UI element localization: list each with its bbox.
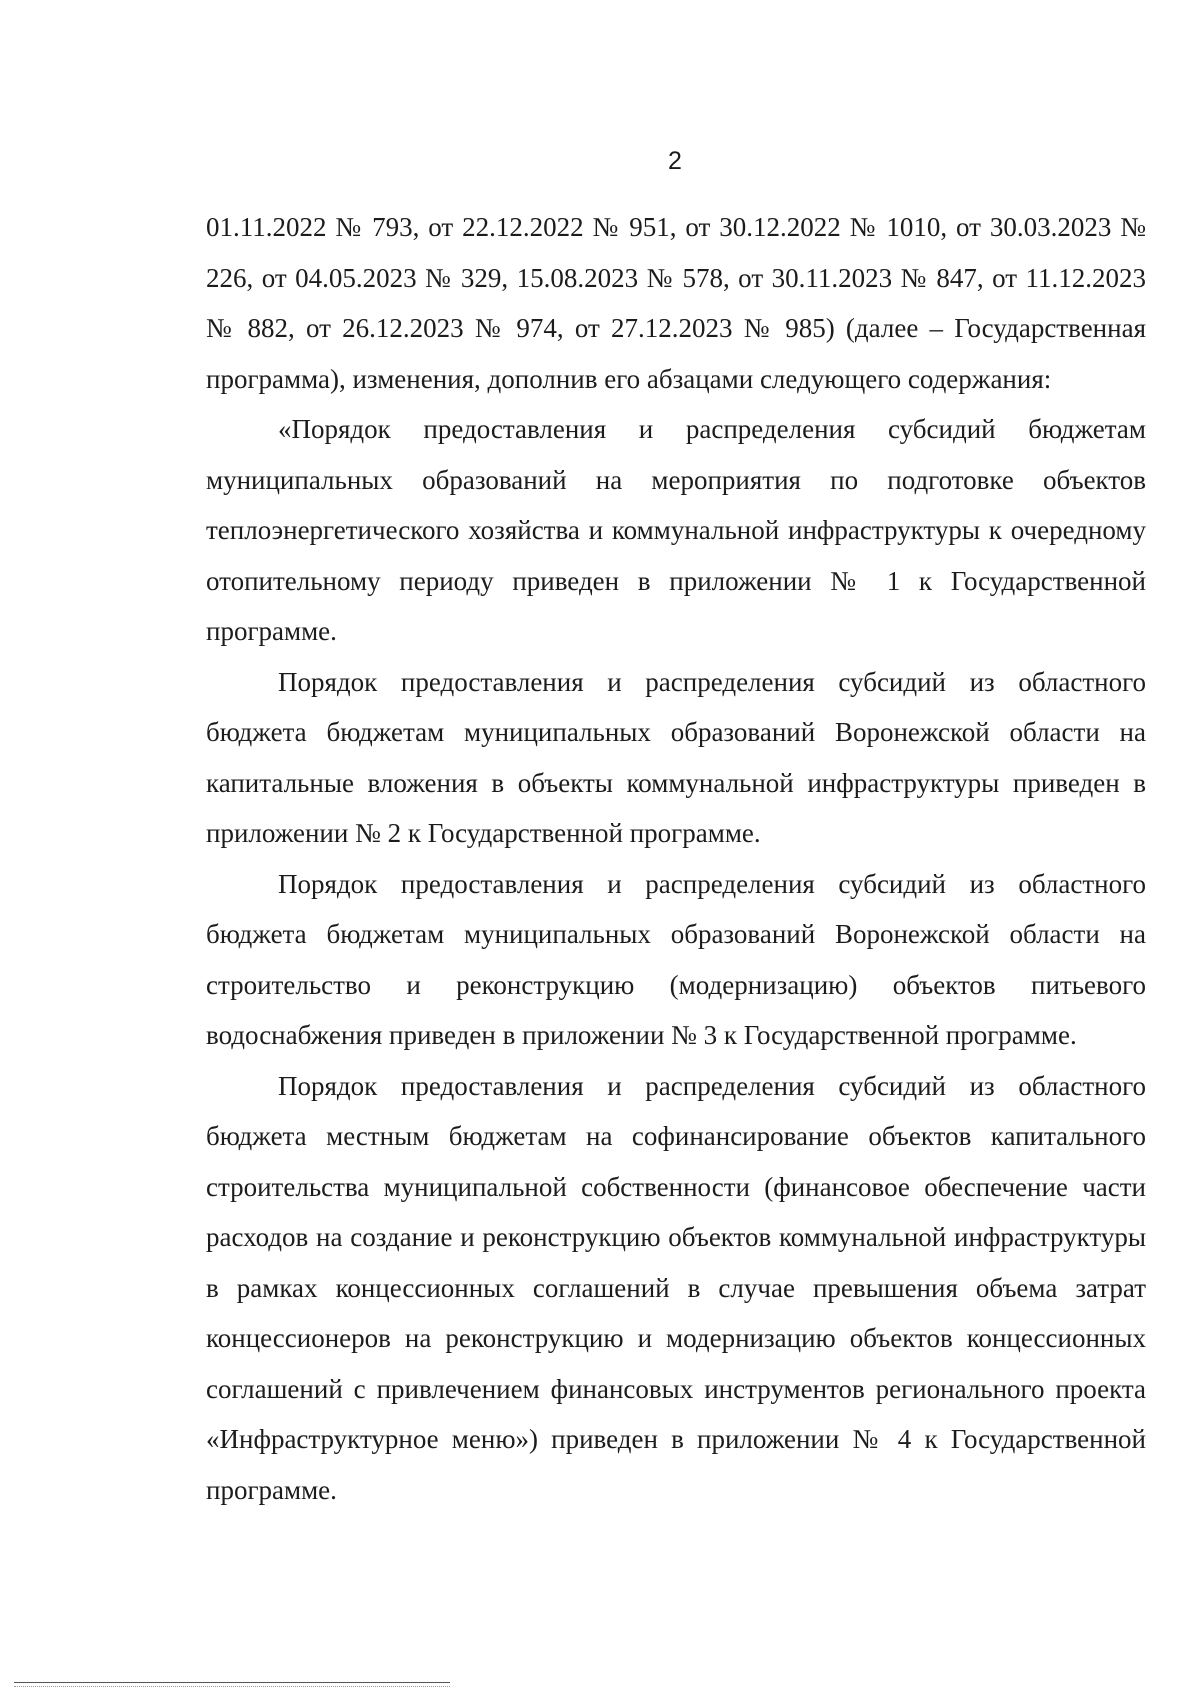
footer-rule bbox=[14, 1682, 450, 1683]
paragraph-appendix-1: «Порядок предоставления и распределения субсидий бюджетам муниципальных образований на мероприятия по подготовке объектов теплоэнергетического хозяйства и коммунальной инфраструктуры к очередному отопительному периоду приведен в приложении № 1 к Государственной программе. bbox=[206, 414, 1146, 646]
paragraph-appendix-4: Порядок предоставления и распределения субсидий из областного бюджета местным бюджетам на софинансирование объектов капитального строительства муниципальной собственности (финансовое обеспечение части расходов на создание и реконструкцию объектов коммунальной инфраструктуры в рамках концессионных соглашений в случае превышения объема затрат концессионеров на реконструкцию и модернизацию объектов концессионных соглашений с привлечением финансовых инструментов регионального проекта «Инфраструктурное меню») приведен в приложении № 4 к Государственной программе. bbox=[206, 1070, 1146, 1505]
footer-dotted-rule bbox=[14, 1686, 450, 1687]
document-body bbox=[206, 202, 1146, 1515]
page-number: 2 bbox=[668, 147, 682, 175]
paragraph-appendix-3: Порядок предоставления и распределения субсидий из областного бюджета бюджетам муниципальных образований Воронежской области на строительство и реконструкцию (модернизацию) объектов питьевого водоснабжения приведен в приложении № 3 к Государственной программе. bbox=[206, 868, 1146, 1050]
paragraph-appendix-2: Порядок предоставления и распределения субсидий из областного бюджета бюджетам муниципальных образований Воронежской области на капитальные вложения в объекты коммунальной инфраструктуры приведен в приложении № 2 к Государственной программе. bbox=[206, 666, 1146, 848]
intro-paragraph: 01.11.2022 № 793, от 22.12.2022 № 951, от 30.12.2022 № 1010, от 30.03.2023 № 226, от 04.05.2023 № 329, 15.08.2023 № 578, от 30.11.2023 № 847, от 11.12.2023 № 882, от 26.12.2023 № 974, от 27.12.2023 № 985) (далее – Государственная программа), изменения, дополнив его абзацами следующего содержания: bbox=[206, 212, 1146, 394]
